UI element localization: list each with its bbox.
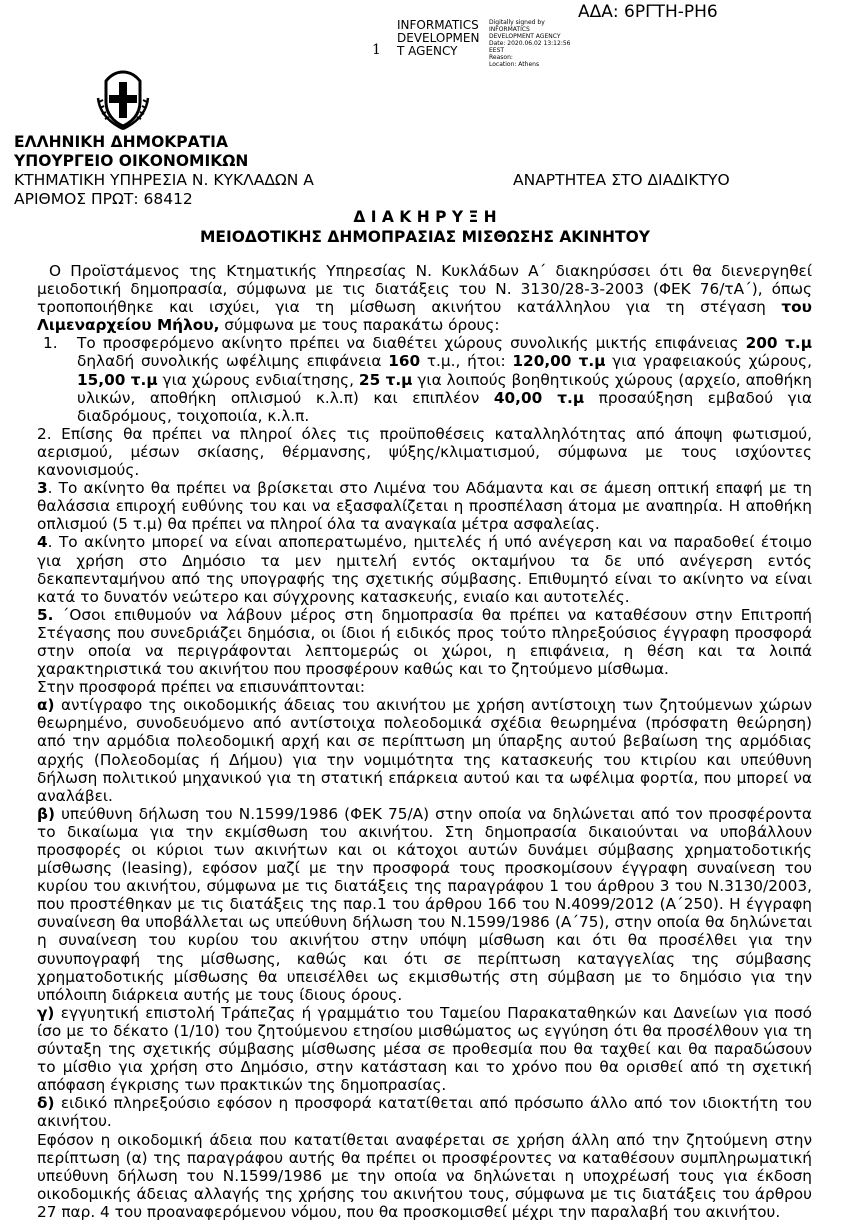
ada-code: ΑΔΑ: 6ΡΓΤΗ-ΡΗ6 [578, 2, 718, 22]
closing-paragraph: Εφόσον η οικοδομική άδεια που κατατίθεται αναφέρεται σε χρήση άλλη από την ζητούμενη στην περίπτωση (α) της παραγράφου αυτής θα πρέπει οι προσφέροντες να καταθέσουν συμπληρωματική υπεύθυνη δήλωση του Ν.1599/1986 με την οποία να δηλώνεται η υποχρέωσή τους για έκδοση οικοδομικής άδειας αλλαγής της χρήσης του ακινήτου τους, σύμφωνα με τις διατάξεις του άρθρου 27 παρ. 4 του προαναφερόμενου νόμου, που θα προσκομισθεί μέχρι την παραλαβή του ακινήτου. [37, 1130, 812, 1221]
term-2: 2. Επίσης θα πρέπει να πληροί όλες τις προϋποθέσεις καταλληλότητας από άποψη φωτισμού, αερισμού, μέσων σκίασης, θέρμανσης, ψύξης/κλιματισμού, σύμφωνα με τους ισχύοντες κανονισμούς. [37, 424, 812, 480]
term-3: 3. Το ακίνητο θα πρέπει να βρίσκεται στο Λιμένα του Αδάμαντα και σε άμεση οπτική επαφή με τη θαλάσσια επιροχή ευθύνης του και να εξασφαλίζεται η προσπέλαση άτομα με αναπηρία. Η αποθήκη οπλισμού (5 τ.μ) θα πρέπει να πληροί όλα τα αναγκαία μέτρα ασφαλείας. [37, 479, 812, 534]
service-name: ΚΤΗΜΑΤΙΚΗ ΥΠΗΡΕΣΙΑ Ν. ΚΥΚΛΑΔΩΝ Α [14, 171, 314, 189]
posting-note: ΑΝΑΡΤΗΤΕΑ ΣΤΟ ΔΙΑΔΙΚΤΥΟ [513, 171, 730, 189]
attachment-c: γ) εγγυητική επιστολή Τράπεζας ή γραμμάτιο του Ταμείου Παρακαταθηκών και Δανείων για ποσό ίσο με το δέκατο (1/10) του ζητούμενου ετησίου μισθώματος ως εγγύηση ότι θα προσέλθουν για τη σύνταξη της σχετικής σύμβασης μίσθωσης μέσα σε προθεσμία που θα ταχθεί και θα παραδώσουν το μίσθιο για χρήση στο Δημόσιο, στην κατάσταση και το χρόνο που θα ορισθεί από τη σχετική απόφαση έγκρισης των πρακτικών της δημοπρασίας. [37, 1003, 812, 1095]
signer-name: INFORMATICS DEVELOPMEN T AGENCY [397, 18, 480, 58]
document-header [14, 133, 314, 209]
attachment-d: δ) ειδικό πληρεξούσιο εφόσον η προσφορά κατατίθεται από πρόσωπο άλλο από τον ιδιοκτήτη του ακινήτου. [37, 1094, 812, 1131]
ministry-heading: ΥΠΟΥΡΓΕΙΟ ΟΙΚΟΝΟΜΙΚΩΝ [14, 152, 249, 170]
attachment-a: α) αντίγραφο της οικοδομικής άδειας του ακινήτου με χρήση αντίστοιχη των ζητούμενων χώρων θεωρημένο, συνοδευόμενο από αντίστοιχα πολεοδομικά σχέδια θεωρημένα (πρόσφατη θεώρηση) από την αρμόδια πολεοδομική αρχή και σε περίπτωση μη ύπαρξης αυτού βεβαίωση της αρμόδιας αρχής (Πολεοδομίας ή Δήμου) για την νομιμότητα της κατασκευής του κτιρίου και υπεύθυνη δήλωση πολιτικού μηχανικού για τη στατική επάρκεια αυτού και τα ωφέλιμα φορτία, που μπορεί να αναλάβει. [37, 696, 812, 805]
intro-paragraph: Ο Προϊστάμενος της Κτηματικής Υπηρεσίας Ν. Κυκλάδων Α΄ διακηρύσσει ότι θα διενεργηθεί μειοδοτική δημοπρασία, σύμφωνα με τις διατάξεις του Ν. 3130/28-3-2003 (ΦΕΚ 76/τΑ΄), όπως τροποποιήθηκε και ισχύει, για τη μίσθωση ακινήτου κατάλληλου για τη στέγαση του Λιμεναρχείου Μήλου, σύμφωνα με τους παρακάτω όρους: [37, 262, 812, 335]
document-body [37, 262, 812, 1221]
document-title: Δ Ι Α Κ Η Ρ Υ Ξ Η [353, 208, 497, 226]
page-number: 1 [372, 42, 381, 58]
offer-intro: Στην προσφορά πρέπει να επισυνάπτονται: [37, 678, 366, 697]
republic-heading: ΕΛΛΗΝΙΚΗ ΔΗΜΟΚΡΑΤΙΑ [14, 133, 228, 151]
protocol-number: ΑΡΙΘΜΟΣ ΠΡΩΤ: 68412 [14, 190, 193, 208]
term-1: 1. Το προσφερόμενο ακίνητο πρέπει να διαθέτει χώρους συνολικής μικτής επιφάνειας 200 τ.μ δηλαδή συνολικής ωφέλιμης επιφάνεια 160 τ.μ., ήτοι: 120,00 τ.μ για γραφειακούς χώρους, 15,00 τ.μ για χώρους ενδιαίτησης, 25 τ.μ για λοιπούς βοηθητικούς χώρους (αρχείο, αποθήκη υλικών, αποθήκη οπλισμού κ.λ.π) και επιπλέον 40,00 τ.μ προσαύξηση εμβαδού για διαδρόμους, τοιχοποιία, κ.λ.π. [43, 334, 812, 425]
attachment-b: β) υπεύθυνη δήλωση του Ν.1599/1986 (ΦΕΚ 75/Α) στην οποία να δηλώνεται από τον προσφέροντα το δικαίωμα για την εκμίσθωση του ακινήτου. Στη δημοπρασία δικαιούνται να υποβάλλουν προσφορές οι κύριοι των ακινήτων και οι κάτοχοι αυτών δυνάμει σύμβασης χρηματοδοτικής μίσθωσης (leasing), εφόσον μαζί με την προσφορά τους προσκομίσουν έγγραφη συναίνεση του κυρίου του ακινήτου, σύμφωνα με τις διατάξεις της παραγράφου 1 του άρθρου 3 του Ν.3130/2003, που προστέθηκαν με τις διατάξεις της παρ.1 του άρθρου 166 του Ν.4099/2012 (Α΄250). Η έγγραφη συναίνεση θα υποβάλλεται ως υπεύθυνη δήλωση του Ν.1599/1986 (Α΄75), στην οποία θα δηλώνεται η συναίνεση του κυρίου του ακινήτου στην υπόψη μίσθωση και ότι θα προσέλθει για την συνυπογραφή της μίσθωσης, καθώς και ότι σε περίπτωση καταγγελίας της σύμβασης χρηματοδοτικής μίσθωσης θα υπεισέλθει ως εκμισθωτής στη σύμβαση με το δημόσιο για την υπόλοιπη διάρκεια αυτής με τους ίδιους όρους. [37, 804, 812, 1004]
document-subtitle: ΜΕΙΟΔΟΤΙΚΗΣ ΔΗΜΟΠΡΑΣΙΑΣ ΜΙΣΘΩΣΗΣ ΑΚΙΝΗΤΟΥ [199, 228, 651, 246]
digital-signature: Digitally signed by INFORMATICS DEVELOPMENT AGENCY Date: 2020.06.02 13:12:56 EEST Reason: Location: Athens [489, 19, 571, 68]
greek-emblem-icon [96, 68, 150, 130]
term-4: 4. Το ακίνητο μπορεί να είναι αποπερατωμένο, ημιτελές ή υπό ανέγερση και να παραδοθεί έτοιμο για χρήση στο Δημόσιο τα μεν ημιτελή εντός οκταμήνου τα δε υπό ανέγερση εντός δεκαπενταμήνου από της υπογραφής της σχετικής σύμβασης. Επιθυμητό είναι το ακίνητο να είναι κατά το δυνατόν νεώτερο και σύγχρονης κατασκευής, ενιαίο και αυτοτελές. [37, 533, 812, 606]
term-5: 5. ΄Οσοι επιθυμούν να λάβουν μέρος στη δημοπρασία θα πρέπει να καταθέσουν στην Επιτροπή Στέγασης που συνεδριάζει δημόσια, οι ίδιοι ή ειδικός προς τούτο πληρεξούσιος έγγραφη προσφορά στην οποία να περιγράφονται λεπτομερώς οι χώροι, η επιφάνεια, η θέση και τα λοιπά χαρακτηριστικά του ακινήτου που προσφέρουν καθώς και το ζητούμενο μίσθωμα. [37, 605, 812, 679]
